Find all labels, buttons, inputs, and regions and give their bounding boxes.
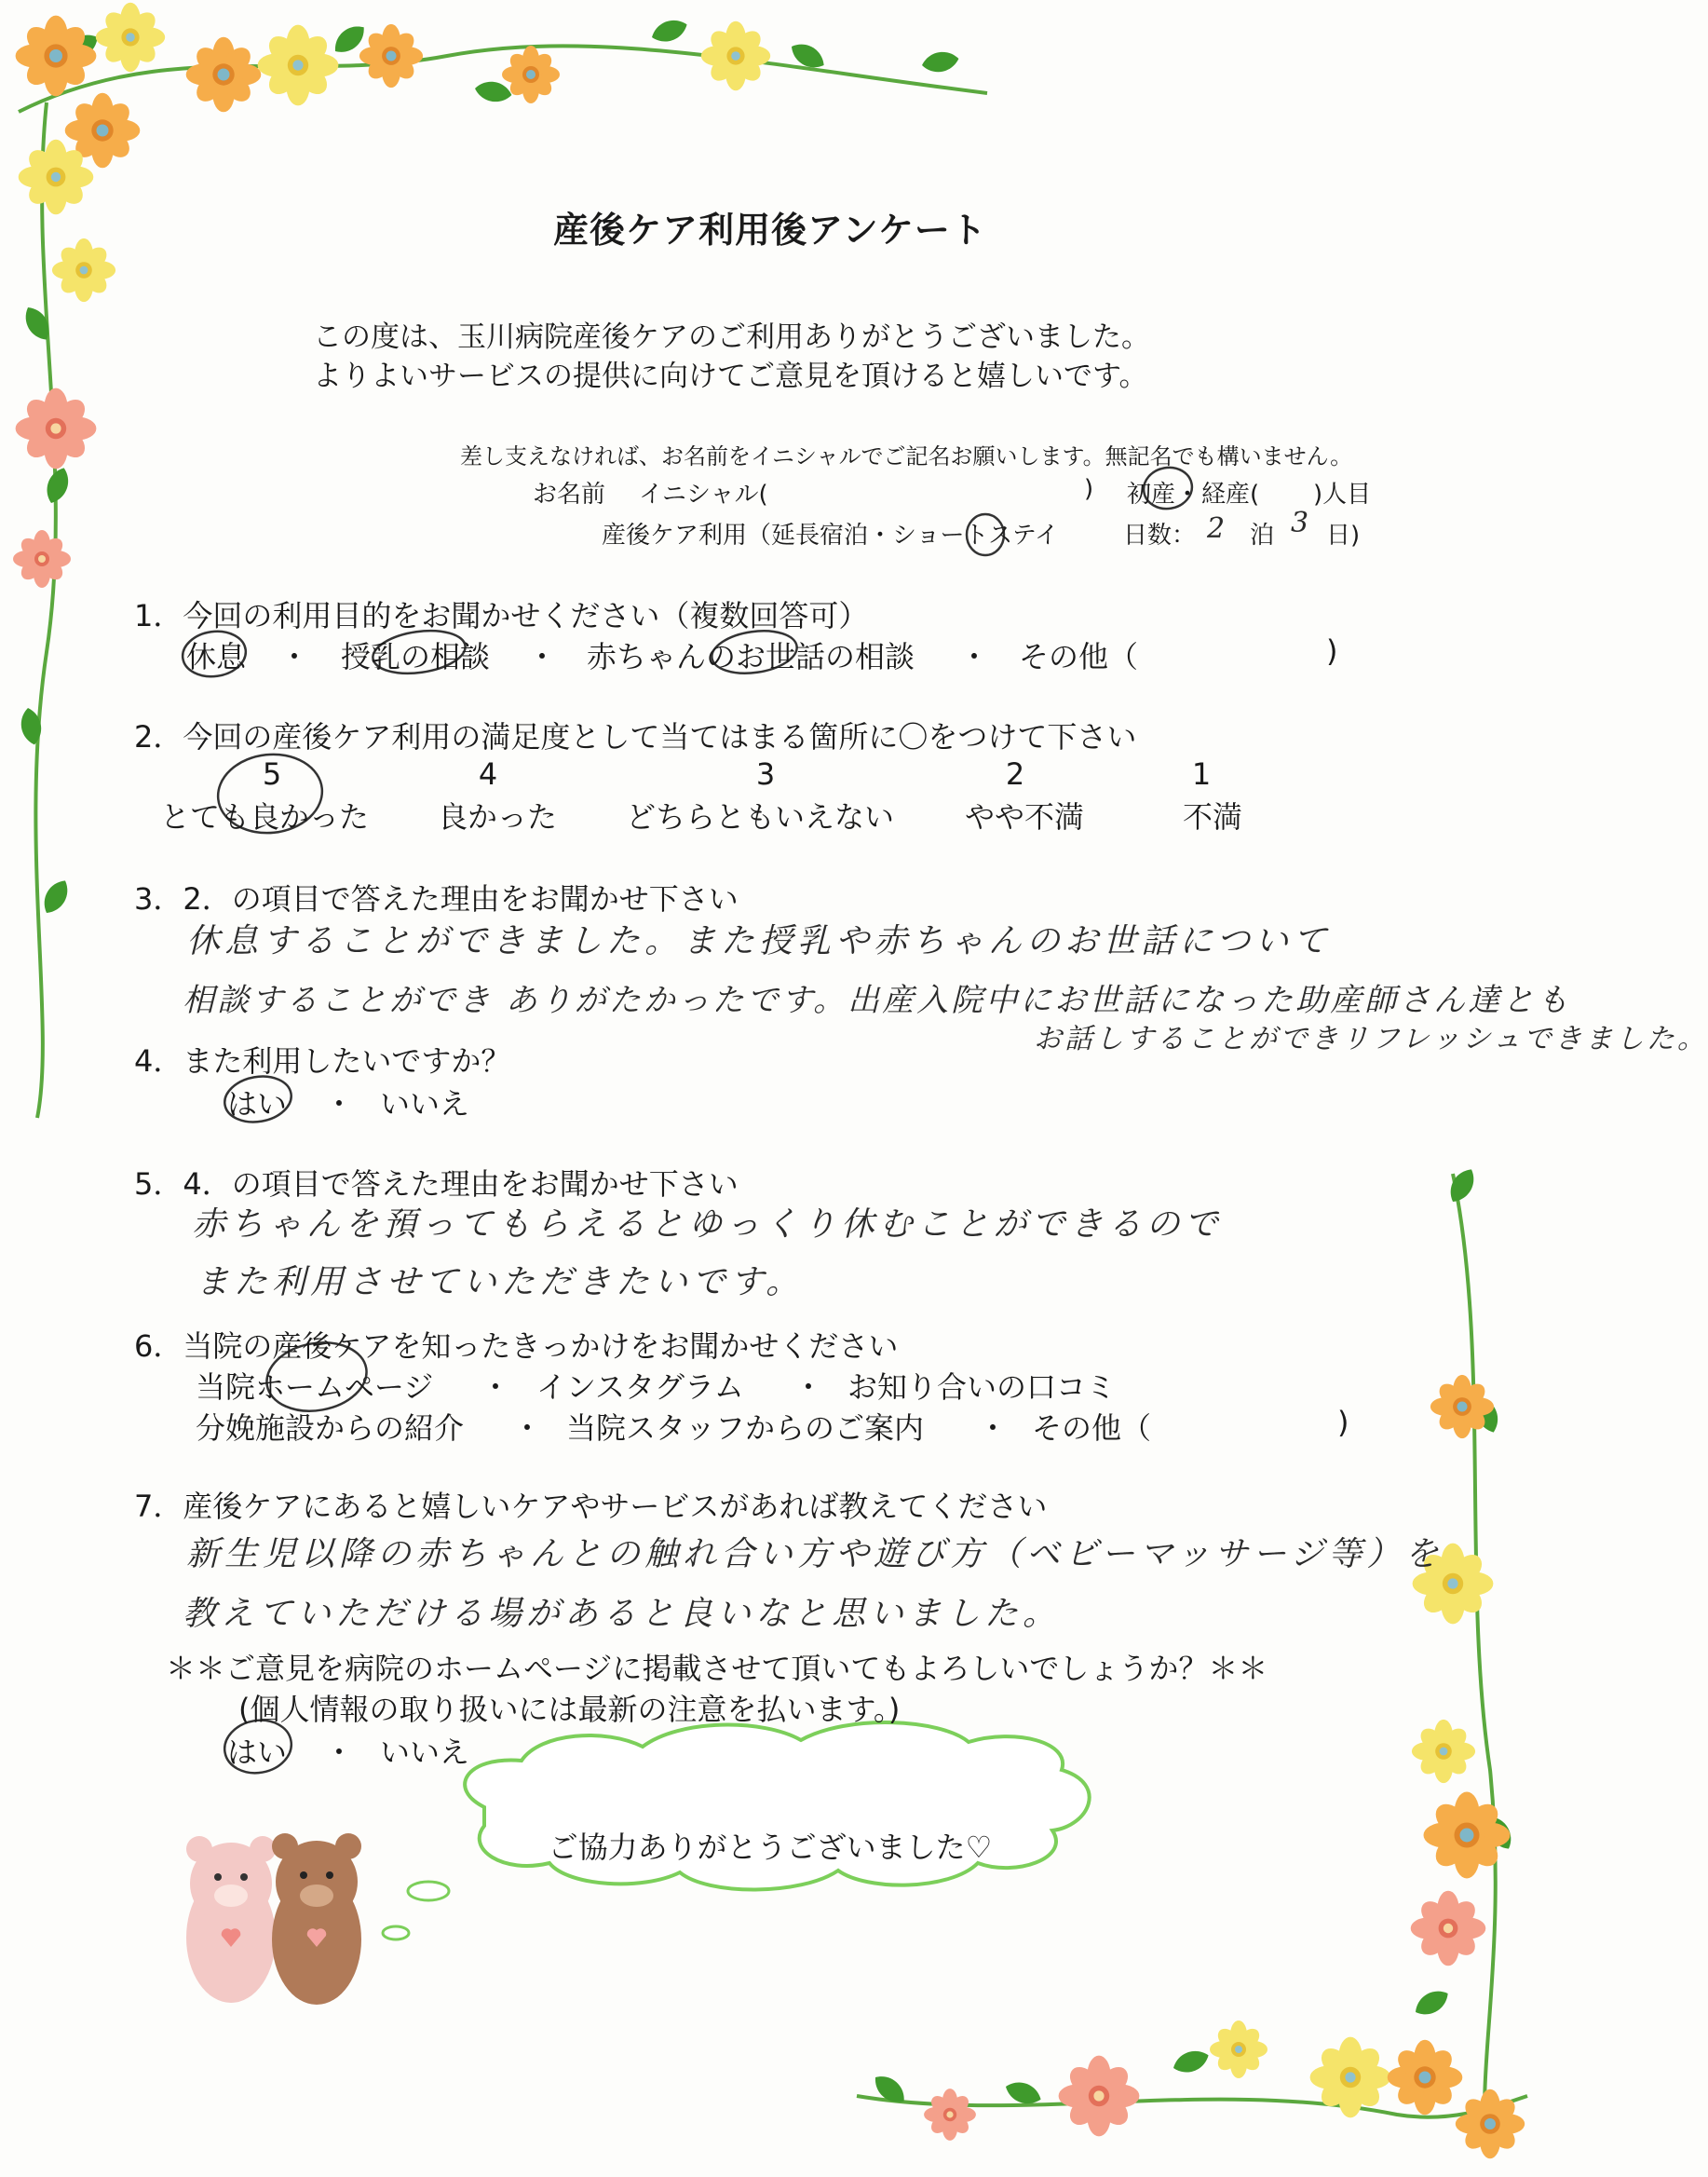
q7-answer-line-1[interactable]: 新生児以降の赤ちゃんとの触れ合い方や遊び方（ベビーマッサージ等）を	[186, 1535, 1444, 1573]
q6-option-staff[interactable]: 当院スタッフからのご案内	[566, 1410, 925, 1446]
q2-option-good[interactable]: 良かった	[438, 799, 558, 835]
q1-question: 1．今回の利用目的をお聞かせください（複数回答可）	[134, 598, 869, 633]
q3-answer-line-1[interactable]: 休息することができました。また授乳や赤ちゃんのお世話について	[186, 922, 1332, 960]
q6-option-homepage[interactable]: 当院ホームページ	[196, 1369, 434, 1405]
q1-option-feeding[interactable]: 授乳の相談	[341, 639, 491, 674]
separator: ・	[793, 1369, 824, 1405]
q3-answer-line-3[interactable]: お話しすることができリフレッシュできました。	[1034, 1023, 1708, 1055]
q2-scale-3-number: 3	[755, 756, 776, 792]
q2-option-slightly-dissatisfied[interactable]: やや不満	[965, 799, 1085, 835]
intro-line-2: よりよいサービスの提供に向けてご意見を頂けると嬉しいです。	[313, 360, 1148, 393]
consent-question: ＊＊ご意見を病院のホームページに掲載させて頂いてもよろしいでしょうか？＊＊	[166, 1651, 1268, 1686]
q4-option-no[interactable]: いいえ	[380, 1086, 470, 1122]
q3-question: 3．2．の項目で答えた理由をお聞かせ下さい	[134, 881, 739, 917]
usage-label: 産後ケア利用（延長宿泊・ショートステイ	[602, 522, 1059, 550]
nights-unit: 泊	[1250, 522, 1275, 550]
q2-scale-4-number: 4	[478, 756, 498, 792]
name-note: 差し支えなければ、お名前をイニシャルでご記名お願いします。無記名でも構いません。	[460, 443, 1353, 469]
q5-question: 5．4．の項目で答えた理由をお聞かせ下さい	[134, 1166, 739, 1202]
q6-option-instagram[interactable]: インスタグラム	[536, 1369, 744, 1405]
days-unit: 日)	[1326, 522, 1361, 550]
q4-option-yes[interactable]: はい	[227, 1086, 288, 1122]
birth-count-close: )人目	[1313, 481, 1372, 509]
consent-option-yes[interactable]: はい	[227, 1735, 288, 1770]
separator: ・	[1175, 481, 1200, 509]
q1-option-baby-care[interactable]: 赤ちゃんのお世話の相談	[587, 639, 915, 674]
q6-option-other[interactable]: その他（	[1032, 1410, 1152, 1446]
q6-option-word-of-mouth[interactable]: お知り合いの口コミ	[847, 1369, 1117, 1405]
initial-label[interactable]: イニシャル(	[639, 481, 768, 509]
q2-scale-2-number: 2	[1005, 756, 1025, 792]
separator: ・	[978, 1410, 1009, 1446]
separator: ・	[481, 1369, 511, 1405]
q5-answer-line-1[interactable]: 赤ちゃんを預ってもらえるとゆっくり休むことができるので	[192, 1205, 1223, 1244]
days-label: 日数：	[1123, 522, 1197, 550]
separator: ・	[527, 639, 558, 674]
consent-note: (個人情報の取り扱いには最新の注意を払います。)	[238, 1692, 901, 1727]
thanks-message: ご協力ありがとうございました♡	[548, 1830, 993, 1865]
q1-other-close: )	[1326, 633, 1338, 669]
separator: ・	[512, 1410, 543, 1446]
q2-scale-1-number: 1	[1191, 756, 1212, 792]
q1-option-other[interactable]: その他（	[1019, 639, 1139, 674]
separator: ・	[959, 639, 990, 674]
q2-scale-5-number: 5	[262, 756, 282, 792]
nights-value[interactable]: 2	[1207, 512, 1228, 545]
q6-question: 6．当院の産後ケアを知ったきっかけをお聞かせください	[134, 1328, 899, 1364]
page-title: 産後ケア利用後アンケート	[553, 210, 987, 251]
days-value[interactable]: 3	[1291, 507, 1312, 539]
q6-other-close: )	[1337, 1405, 1349, 1440]
q2-question: 2．今回の産後ケア利用の満足度として当てはまる箇所に〇をつけて下さい	[134, 719, 1137, 755]
q4-question: 4．また利用したいですか？	[134, 1043, 511, 1079]
q2-option-dissatisfied[interactable]: 不満	[1183, 799, 1243, 835]
name-label: お名前	[533, 481, 606, 509]
q2-option-very-good[interactable]: とても良かった	[160, 799, 370, 835]
q5-answer-line-2[interactable]: また利用させていただきたいです。	[196, 1263, 805, 1301]
q7-answer-line-2[interactable]: 教えていただける場があると良いなと思いました。	[183, 1595, 1062, 1633]
q1-option-rest[interactable]: 休息	[186, 639, 247, 674]
consent-option-no[interactable]: いいえ	[380, 1735, 470, 1770]
separator: ・	[324, 1086, 355, 1122]
birth-first-option[interactable]: 初産	[1127, 481, 1176, 509]
q6-option-birth-facility[interactable]: 分娩施設からの紹介	[196, 1410, 465, 1446]
separator: ・	[279, 639, 310, 674]
q3-answer-line-2[interactable]: 相談することができ ありがたかったです。出産入院中にお世話になった助産師さん達とも	[183, 982, 1572, 1019]
intro-line-1: この度は、玉川病院産後ケアのご利用ありがとうございました。	[313, 320, 1150, 354]
birth-multi-option[interactable]: 経産(	[1201, 481, 1260, 509]
q7-question: 7．産後ケアにあると嬉しいケアやサービスがあれば教えてください	[134, 1489, 1048, 1524]
q2-option-neutral[interactable]: どちらともいえない	[626, 799, 895, 835]
separator: ・	[324, 1735, 355, 1770]
initial-close: )	[1084, 475, 1094, 503]
